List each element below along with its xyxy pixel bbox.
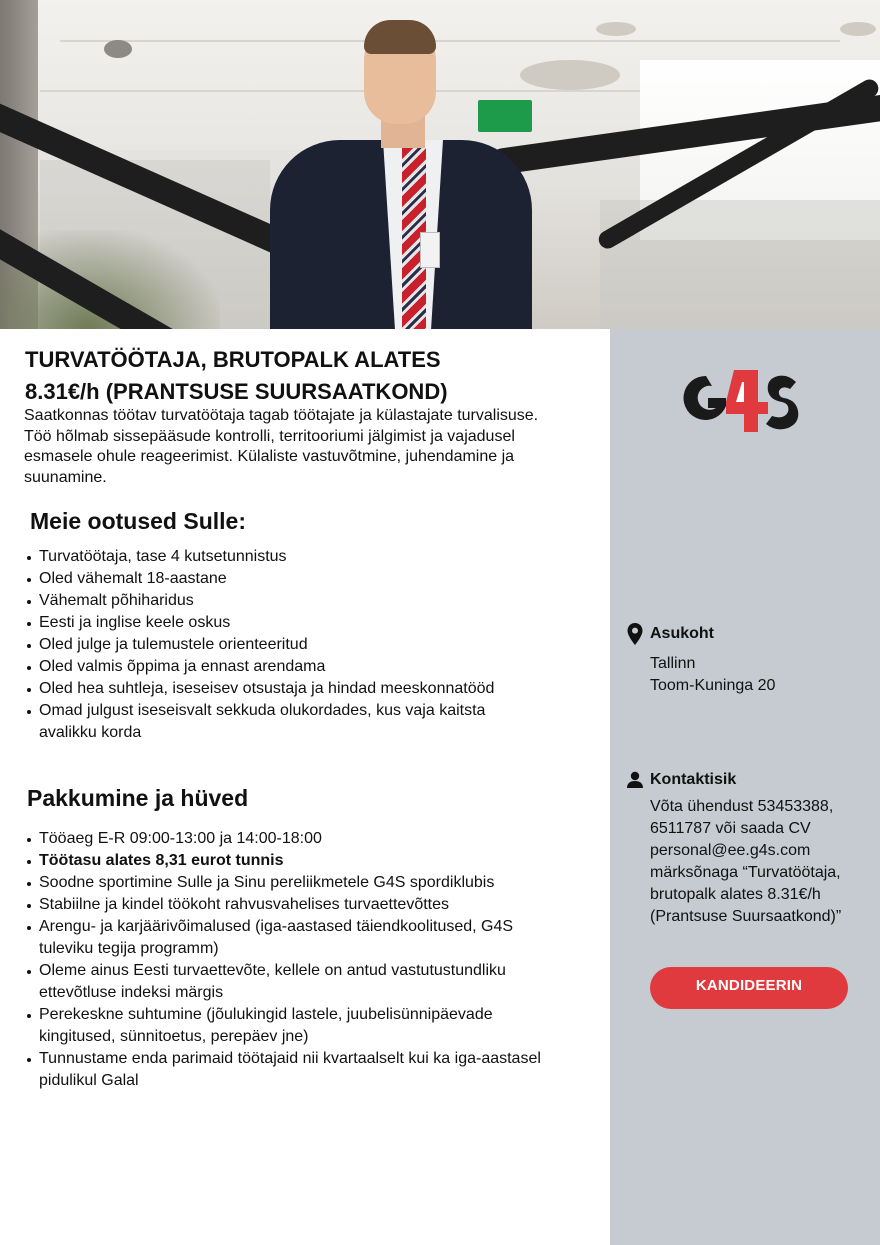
ceiling-lamp <box>840 22 876 36</box>
location-label: Asukoht <box>650 625 714 642</box>
list-item: Stabiilne ja kindel töökoht rahvusvahelises turvaettevõttes <box>24 894 564 916</box>
job-title-line-1: TURVATÖÖTAJA, BRUTOPALK ALATES <box>25 347 441 372</box>
location-address: Toom-Kuninga 20 <box>650 677 776 694</box>
list-item: Oleme ainus Eesti turvaettevõte, kellele on antud vastutustundliku ettevõtluse indeksi märgis <box>24 960 564 1004</box>
apply-button[interactable]: KANDIDEERIN <box>650 967 848 1009</box>
list-item: Vähemalt põhiharidus <box>24 590 544 612</box>
list-item: Oled valmis õppima ja ennast arendama <box>24 656 544 678</box>
list-item: Tööaeg E-R 09:00-13:00 ja 14:00-18:00 <box>24 828 564 850</box>
location-city: Tallinn <box>650 655 696 672</box>
list-item: Arengu- ja karjäärivõimalused (iga-aastased täiendkoolitused, G4S tuleviku tegija programm) <box>24 916 564 960</box>
g4s-logo <box>676 362 800 438</box>
location-block <box>626 622 866 697</box>
job-title-line-2: 8.31€/h (PRANTSUSE SUURSAATKOND) <box>25 379 448 404</box>
contact-text: Võta ühendust 53453388, 6511787 või saada CV personal@ee.g4s.com märksõnaga “Turvatöötaja, brutopalk alates 8.31€/h (Prantsuse Suursaatkond)” <box>650 798 842 925</box>
expectations-heading: Meie ootused Sulle: <box>30 508 246 534</box>
list-item: Soodne sportimine Sulle ja Sinu pereliikmetele G4S spordiklubis <box>24 872 564 894</box>
guard-badge <box>420 232 440 268</box>
list-item: Oled hea suhtleja, iseseisev otsustaja ja hindad meeskonnatööd <box>24 678 544 700</box>
ceiling-line <box>60 40 840 42</box>
list-item: Perekeskne suhtumine (jõulukingid lastele, juubelisünnipäevade kingitused, sünnitoetus, perepäev jne) <box>24 1004 564 1048</box>
list-item: Eesti ja inglise keele oskus <box>24 612 544 634</box>
list-item: Töötasu alates 8,31 eurot tunnis <box>24 850 564 872</box>
list-item: Turvatöötaja, tase 4 kutsetunnistus <box>24 546 544 568</box>
benefits-heading: Pakkumine ja hüved <box>27 785 249 811</box>
list-item: Oled vähemalt 18-aastane <box>24 568 544 590</box>
list-item: Omad julgust iseseisvalt sekkuda olukordades, kus vaja kaitsta avalikku korda <box>24 700 544 744</box>
ceiling-lamp <box>520 60 620 90</box>
job-intro: Saatkonnas töötav turvatöötaja tagab töötajate ja külastajate turvalisuse. Töö hõlmab sissepääsude kontrolli, territooriumi jälgimist ja vajadusel esmasele ohule reageerimist. Külaliste vastuvõtmine, juhendamine ja suunamine. <box>24 407 539 486</box>
benefits-list <box>24 828 564 1092</box>
camera-dome <box>104 40 132 58</box>
map-pin-icon <box>626 622 644 646</box>
job-title <box>25 344 585 408</box>
person-icon <box>626 771 644 789</box>
list-item: Oled julge ja tulemustele orienteeritud <box>24 634 544 656</box>
list-item: Tunnustame enda parimaid töötajaid nii kvartaalselt kui ka iga-aastasel pidulikul Galal <box>24 1048 564 1092</box>
hero-photo <box>0 0 880 329</box>
ceiling-lamp <box>596 22 636 36</box>
contact-label: Kontaktisik <box>650 771 737 788</box>
contact-block <box>626 771 866 928</box>
exit-sign <box>478 100 532 132</box>
expectations-list <box>24 546 544 744</box>
guard-hair <box>364 20 436 54</box>
